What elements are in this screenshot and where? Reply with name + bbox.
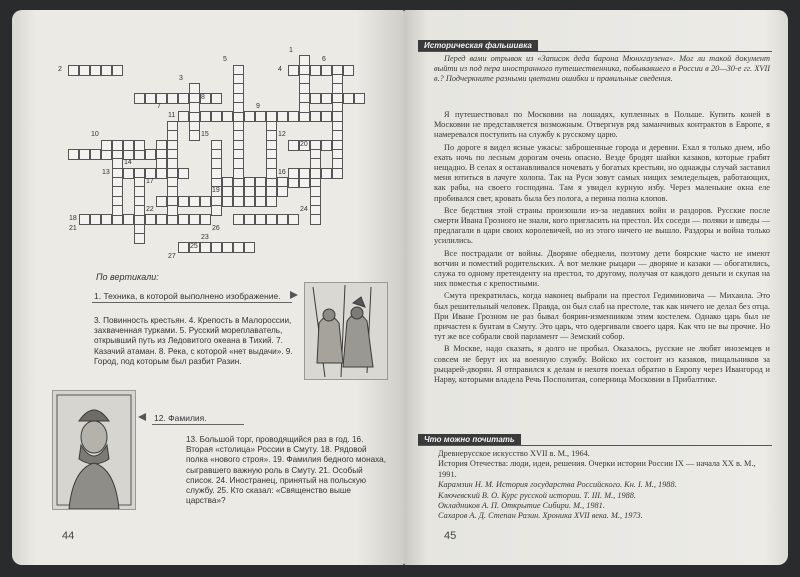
crossword-cell: [200, 214, 211, 225]
crossword-cell: [134, 205, 145, 216]
crossword-cell: [332, 130, 343, 141]
crossword-number: 5: [223, 56, 227, 64]
crossword-cell: [321, 65, 332, 76]
left-page: [12, 10, 404, 565]
crossword-cell: [332, 168, 343, 179]
crossword-cell: [310, 168, 321, 179]
crossword-cell: [101, 65, 112, 76]
crossword-cell: [156, 93, 167, 104]
crossword-number: 10: [91, 131, 99, 139]
crossword-number: 11: [168, 112, 176, 120]
crossword-cell: [277, 186, 288, 197]
crossword-cell: [123, 214, 134, 225]
crossword-cell: [68, 65, 79, 76]
crossword-cell: [79, 214, 90, 225]
crossword-cell: [222, 186, 233, 197]
crossword-number: 2: [58, 65, 62, 73]
paragraph: Смута прекратилась, когда наконец выбрали на престол Гедиминовича — Михаила. Это был решительный человек. Правда, он был слаб на престоле, так как ничего не делал без отца. При Иване Грозном не раз бывал боярин-изменником этим костелем. Однако царь был не причастен к бунтам в Смуту. Это царь, что одергивали своего царя. Как что не вы прочие. Но тут же все собрали свой парламент — Земский собор.: [434, 291, 770, 342]
crossword-cell: [244, 214, 255, 225]
crossword-number: 6: [322, 56, 326, 64]
crossword-number: 23: [201, 234, 209, 241]
crossword-number: 24: [300, 205, 308, 213]
crossword-cell: [189, 83, 200, 94]
crossword-number: 7: [157, 103, 161, 111]
article-body: [434, 110, 770, 387]
crossword-cell: [310, 111, 321, 122]
crossword-cell: [277, 214, 288, 225]
crossword-cell: [211, 168, 222, 179]
crossword-number: 27: [168, 252, 176, 260]
crossword-cell: [299, 168, 310, 179]
crossword-cell: [167, 214, 178, 225]
arrow-left-icon: [138, 413, 146, 421]
crossword-cell: [343, 93, 354, 104]
crossword-cell: [233, 242, 244, 253]
crossword-cell: [211, 111, 222, 122]
crossword-number: 21: [69, 224, 77, 232]
page-number-left: 44: [62, 530, 75, 542]
paragraph: По дороге я видел ясные ужасы: заброшенные города и деревни. Ехал я только днем, ибо ехать ночь по лесным дорогам очень опасно. Везде бродят шайки казаков, которые грабят нещадно. В селах я останавливался ночевать у богатых крестьян, но однажды случай заставил меня ютиться в лачуге холопа. Так на Руси зовут самых нищих земледельцев, работающих, как рабы, на своего господина. Там я увидел курную избу. Через маленькие окна еле пробивался свет, кровать была без полога, а перина полна клопов.: [434, 142, 770, 203]
crossword-number: 1: [289, 47, 293, 54]
crossword-cell: [200, 111, 211, 122]
crossword-cell: [332, 158, 343, 169]
crossword-cell: [123, 168, 134, 179]
crossword-cell: [134, 233, 145, 244]
crossword-cell: [200, 242, 211, 253]
crossword-cell: [200, 196, 211, 207]
crossword-cell: [189, 130, 200, 141]
reading-item: Сахаров А. Д. Степан Разин. Хроника XVII века. М., 1973.: [438, 511, 643, 521]
vertical-heading: По вертикали:: [96, 272, 159, 282]
crossword-number: 4: [278, 65, 282, 73]
crossword-number: 9: [256, 103, 260, 111]
crossword-cell: [288, 168, 299, 179]
crossword-cell: [156, 168, 167, 179]
paragraph: Я путешествовал по Московии на лошадях, купленных в Польше. Купить коней в Московии не представляется возможным. Отвергнув ряд заманчивых контрактов в Европе, я намеревался поступить на службу к русскому царю.: [434, 110, 770, 140]
reading-list: [438, 449, 768, 522]
crossword-cell: [112, 65, 123, 76]
crossword-cell: [178, 242, 189, 253]
crossword-number: 16: [278, 168, 286, 176]
crossword-number: 3: [179, 75, 183, 83]
reading-item: Древнерусское искусство XVII в. М., 1964.: [438, 449, 590, 458]
crossword-cell: [266, 186, 277, 197]
crossword-cell: [354, 93, 365, 104]
crossword-cell: [244, 186, 255, 197]
crossword-cell: [189, 214, 200, 225]
crossword-cell: [79, 149, 90, 160]
crossword-cell: [156, 158, 167, 169]
crossword-cell: [178, 111, 189, 122]
crossword-cell: [310, 65, 321, 76]
crossword-cell: [112, 140, 123, 151]
crossword-number: 13: [102, 168, 110, 176]
crossword-cell: [189, 196, 200, 207]
crossword-cell: [90, 65, 101, 76]
clue-1: 1. Техника, в которой выполнено изображение.: [92, 291, 292, 303]
paragraph: Все пострадали от войны. Дворяне обеднели, поэтому дети боярские часто не имеют вотчин и поместий родительских. А вот мелкие рыцари — дворяне и казаки — обогатились, служа то одному претенденту на престол, то другому, получая от каждого деньги и скупая на них поместья с крепостными.: [434, 248, 770, 289]
crossword-cell: [211, 205, 222, 216]
crossword-number: 19: [212, 187, 220, 195]
crossword-cell: [90, 149, 101, 160]
paragraph: В Москве, надо сказать, я долго не пробыл. Оказалось, русские не любят иноземцев и совсем не берут их на военную службу. Войско их состоит из казаков, пищальников за рыцарей-дворян. Я отправился к делам и нехотя поехал обратно в Европу через Ивангород и Нарву, которыми владела Речь Посполитая, соперница Московии в Прибалтике.: [434, 344, 770, 385]
crossword-cell: [299, 55, 310, 66]
intro-text: Перед вами отрывок из «Записок деда барона Мюнхгаузена». Мог ли такой документ выйти из под пера иностранного путешественника, побывавшего в России в 20—30-е гг. XVII в.? Подчеркните разными цветами ошибки и правильные сведения.: [434, 54, 770, 83]
crossword-cell: [310, 93, 321, 104]
crossword-number: 20: [300, 140, 308, 148]
crossword-number: 12: [278, 131, 286, 139]
crossword-cell: [112, 214, 123, 225]
crossword-cell: [167, 205, 178, 216]
crossword-number: 18: [69, 215, 77, 223]
crossword-cell: [178, 214, 189, 225]
tsar-portrait-illustration: [52, 390, 136, 510]
crossword-cell: [68, 149, 79, 160]
clues-vertical: 3. Повинность крестьян. 4. Крепость в Малороссии, захваченная турками. 5. Русский мореплаватель, открывший путь из Ледовитого океана в Тихий. 7. Казачий атаман. 8. Река, с которой «нет выдачи». 9. Город, под которым был разбит Разин.: [94, 316, 293, 366]
crossword-cell: [145, 214, 156, 225]
crossword-cell: [343, 65, 354, 76]
crossword-cell: [167, 158, 178, 169]
crossword-cell: [321, 140, 332, 151]
crossword-cell: [233, 214, 244, 225]
crossword-cell: [123, 140, 134, 151]
crossword-cell: [321, 168, 332, 179]
crossword-number: 22: [146, 205, 154, 213]
arrow-right-icon: [290, 291, 298, 299]
crossword-cell: [332, 83, 343, 94]
crossword-cell: [156, 196, 167, 207]
crossword-cell: [222, 242, 233, 253]
crossword-cell: [288, 140, 299, 151]
crossword-grid: [58, 46, 368, 260]
crossword-cell: [189, 102, 200, 113]
crossword-cell: [266, 214, 277, 225]
reading-item: История Отечества: люди, идеи, решения. Очерки истории России IX — начала XX в. М., 1991.: [438, 459, 756, 479]
crossword-cell: [211, 242, 222, 253]
clue-12: 12. Фамилия.: [152, 413, 244, 425]
crossword-cell: [233, 102, 244, 113]
crossword-number: 26: [212, 224, 220, 232]
musketeers-engraving-illustration: [304, 282, 388, 380]
crossword-cell: [299, 102, 310, 113]
crossword-cell: [145, 149, 156, 160]
crossword-cell: [244, 111, 255, 122]
crossword-cell: [112, 205, 123, 216]
crossword-cell: [222, 111, 233, 122]
crossword-cell: [145, 168, 156, 179]
crossword-cell: [310, 158, 321, 169]
crossword-cell: [277, 111, 288, 122]
crossword-cell: [244, 242, 255, 253]
reading-label: Что можно почитать: [418, 434, 521, 445]
crossword-cell: [156, 214, 167, 225]
crossword-number: 25: [190, 243, 198, 251]
crossword-cell: [178, 168, 189, 179]
crossword-number: 15: [201, 131, 209, 139]
crossword-cell: [255, 214, 266, 225]
crossword-cell: [145, 93, 156, 104]
crossword-cell: [112, 158, 123, 169]
crossword-number: 8: [201, 93, 205, 101]
crossword-cell: [266, 168, 277, 179]
crossword-cell: [211, 93, 222, 104]
crossword-number: 14: [124, 159, 132, 167]
clues-horizontal: 13. Большой торг, проводящийся раз в год. 16. Вторая «столица» России в Смуту. 18. Рядовой полка «нового строя». 19. Фамилия бедного монаха, сыгравшего важную роль в Смуту. 21. Особый список. 24. Иностранец, принятый на польскую службу. 25. Кто сказал: «Священство выше царства»?: [186, 435, 386, 506]
reading-item: Карамзин Н. М. История государства Российского. Кн. I. М., 1988.: [438, 480, 677, 490]
paragraph: Все бедствия этой страны произошли из-за недавних войн и раздоров. Русские после смерти Ивана Грозного не знали, кого пригласить на престол. Их соседи — поляки и шведы — предлагали в цари своих королевичей, но из этого ничего не вышло. Раздоры и война только усилились.: [434, 205, 770, 246]
reading-item: Ключевский В. О. Курс русской истории. Т. III. М., 1988.: [438, 490, 636, 500]
reading-rule: [418, 445, 772, 446]
crossword-cell: [288, 65, 299, 76]
reading-item: Окладников А. П. Открытие Сибири. М., 1981.: [438, 501, 605, 511]
crossword-cell: [233, 186, 244, 197]
crossword-cell: [134, 140, 145, 151]
crossword-cell: [178, 93, 189, 104]
crossword-cell: [167, 93, 178, 104]
crossword-cell: [178, 196, 189, 207]
crossword-cell: [321, 93, 332, 104]
crossword-cell: [101, 214, 112, 225]
crossword-cell: [310, 214, 321, 225]
crossword-cell: [255, 186, 266, 197]
crossword-cell: [321, 111, 332, 122]
section-label: Историческая фальшивка: [418, 40, 538, 51]
crossword-number: 17: [146, 177, 154, 185]
crossword-cell: [233, 168, 244, 179]
crossword-cell: [167, 186, 178, 197]
crossword-cell: [79, 65, 90, 76]
right-page: [404, 10, 788, 565]
section-rule: [418, 51, 772, 52]
crossword-cell: [255, 111, 266, 122]
book-spread: [12, 10, 788, 568]
crossword-cell: [288, 214, 299, 225]
crossword-cell: [288, 111, 299, 122]
page-number-right: 45: [444, 530, 457, 542]
crossword-cell: [101, 140, 112, 151]
crossword-cell: [134, 93, 145, 104]
crossword-cell: [90, 214, 101, 225]
